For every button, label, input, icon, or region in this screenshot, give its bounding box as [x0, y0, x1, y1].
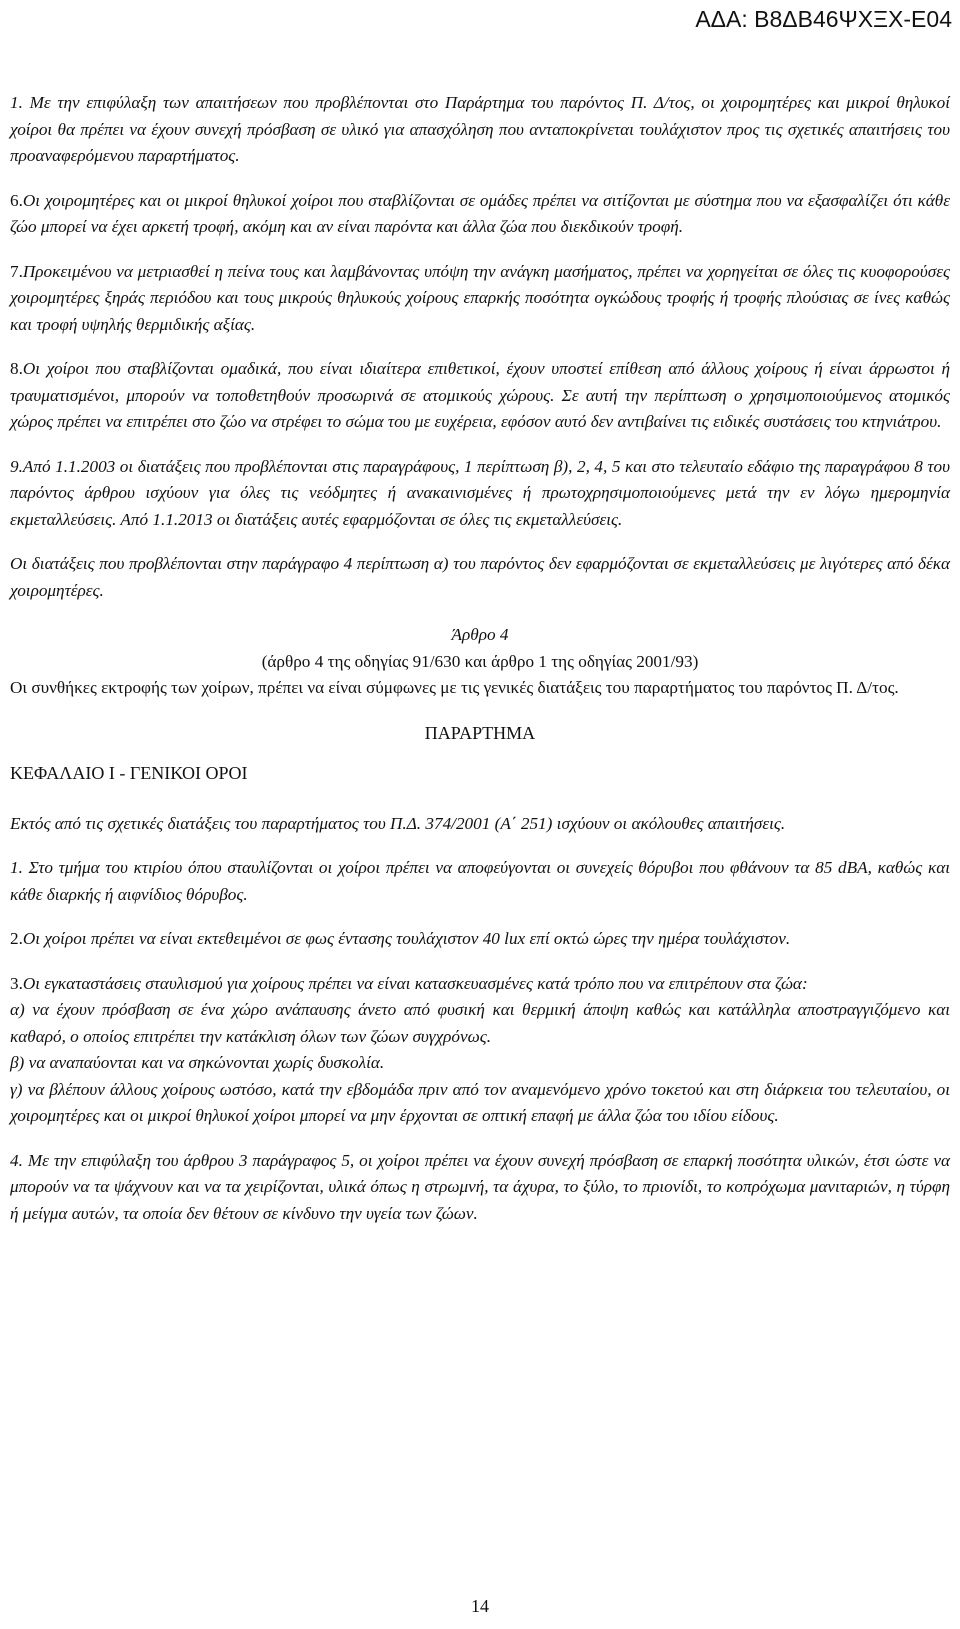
- paragraph-8-number: 8.: [10, 359, 23, 378]
- annex-item-3a: α) να έχουν πρόσβαση σε ένα χώρο ανάπαυσης άνετο από φυσική και θερμική άποψη καθώς και κατάλληλα αποστραγγιζόμενο και καθαρό, ο οποίος επιτρέπει την κατάκλιση όλων των ζώων συγχρόνως.: [10, 1000, 950, 1046]
- document-page: [10, 90, 950, 1245]
- page-number: 14: [471, 1596, 489, 1616]
- article-title: Άρθρο 4: [451, 625, 509, 644]
- paragraph-6-number: 6.: [10, 190, 23, 210]
- annex-item-3-number: 3.: [10, 973, 23, 993]
- annex-title: ΠΑΡΑΡΤΗΜΑ: [424, 722, 536, 743]
- article-subtitle: (άρθρο 4 της οδηγίας 91/630 και άρθρο 1 της οδηγίας 2001/93): [261, 651, 699, 671]
- paragraph-8-text: Οι χοίροι που σταβλίζονται ομαδικά, που είναι ιδιαίτερα επιθετικοί, έχουν υποστεί επίθεση από άλλους χοίρους ή είναι άρρωστοι ή τραυματισμένοι, μπορούν να τοποθετηθούν προσωρινά σε ατομικούς χώρους. Σε αυτή την περίπτωση ο χρησιμοποιούμενος ατομικός χώρος πρέπει να επιτρέπει στο ζώο να στρέφει το σώμα του με ευχέρεια, εφόσον αυτό δεν αντιβαίνει τις ειδικές συστάσεις του κτηνιάτρου.: [10, 359, 950, 431]
- annex-item-3b: β) να αναπαύονται και να σηκώνονται χωρίς δυσκολία.: [10, 1053, 385, 1072]
- annex-item-3c: γ) να βλέπουν άλλους χοίρους ωστόσο, κατά την εβδομάδα πριν από τον αναμενόμενο χρόνο τοκετού και στη διάρκεια του τελευταίου, οι χοιρομητέρες και οι μικροί θηλυκοί χοίροι μπορεί να μην έρχονται σε οπτική επαφή με άλλα ζώα του ιδίου είδους.: [10, 1079, 950, 1125]
- annex-item-2: [10, 926, 950, 953]
- annex-item-2-text: Οι χοίροι πρέπει να είναι εκτεθειμένοι σε φως έντασης τουλάχιστον 40 lux επί οκτώ ώρες την ημέρα τουλάχιστον.: [22, 929, 791, 948]
- annex-item-3-text: Οι εγκαταστάσεις σταυλισμού για χοίρους πρέπει να είναι κατασκευασμένες κατά τρόπο που να επιτρέπουν στα ζώα:: [22, 973, 808, 993]
- annex-item-3: [10, 971, 950, 998]
- paragraph-7-number: 7.: [10, 261, 23, 281]
- annex-item-4: 4. Με την επιφύλαξη του άρθρου 3 παράγραφος 5, οι χοίροι πρέπει να έχουν συνεχή πρόσβαση σε επαρκή ποσότητα υλικών, έτσι ώστε να μπορούν να τα ψάχνουν και να τα χειρίζονται, υλικά όπως η στρωμνή, τα άχυρα, το ξύλο, το πριονίδι, το κοπρόχωμα μανιταριών, η τύρφη ή μείγμα αυτών, τα οποία δεν θέτουν σε κίνδυνο την υγεία των ζώων.: [10, 1150, 950, 1223]
- document-code: ΑΔΑ: Β8ΔΒ46ΨΧΞΧ-Ε04: [695, 6, 952, 32]
- annex-intro: Εκτός από τις σχετικές διατάξεις του παραρτήματος του Π.Δ. 374/2001 (Α΄ 251) ισχύουν οι ακόλουθες απαιτήσεις.: [10, 813, 786, 833]
- paragraph-6: [10, 188, 950, 241]
- paragraph-8: [10, 356, 950, 436]
- annex-item-2-number: 2.: [10, 929, 23, 948]
- paragraph-1: 1. Με την επιφύλαξη των απαιτήσεων που προβλέπονται στο Παράρτημα του παρόντος Π. Δ/τος, οι χοιρομητέρες και μικροί θηλυκοί χοίροι θα πρέπει να έχουν συνεχή πρόσβαση σε υλικό για απασχόληση που ανταποκρίνεται τουλάχιστον προς τις σχετικές απαιτήσεις του προαναφερόμενου παραρτήματος.: [10, 93, 950, 165]
- paragraph-6-text: Οι χοιρομητέρες και οι μικροί θηλυκοί χοίροι που σταβλίζονται σε ομάδες πρέπει να σιτίζονται με σύστημα που να εξασφαλίζει ότι κάθε ζώο μπορεί να έχει αρκετή τροφή, ακόμη και αν είναι παρόντα και άλλα ζώα που διεκδικούν τροφή.: [10, 190, 950, 236]
- article-text: Οι συνθήκες εκτροφής των χοίρων, πρέπει να είναι σύμφωνες με τις γενικές διατάξεις του παραρτήματος του παρόντος Π. Δ/τος.: [10, 678, 899, 697]
- chapter-title: ΚΕΦΑΛΑΙΟ Ι - ΓΕΝΙΚΟΙ ΟΡΟΙ: [10, 763, 248, 783]
- annex-item-1: 1. Στο τμήμα του κτιρίου όπου σταυλίζονται οι χοίροι πρέπει να αποφεύγονται οι συνεχείς θόρυβοι που φθάνουν τα 85 dBA, καθώς και κάθε διαρκής ή αιφνίδιος θόρυβος.: [10, 858, 950, 904]
- paragraph-9: 9.Από 1.1.2003 οι διατάξεις που προβλέπονται στις παραγράφους, 1 περίπτωση β), 2, 4, 5 και στο τελευταίο εδάφιο της παραγράφου 8 του παρόντος άρθρου ισχύουν για όλες τις νεόδμητες ή ανακαινισμένες ή πρωτοχρησιμοποιούμενες μετά την εν λόγω ημερομηνία εκμεταλλεύσεις. Από 1.1.2013 οι διατάξεις αυτές εφαρμόζονται σε όλες τις εκμεταλλεύσεις.: [10, 456, 950, 529]
- paragraph-7-text: Προκειμένου να μετριασθεί η πείνα τους και λαμβάνοντας υπόψη την ανάγκη μασήματος, πρέπει να χορηγείται σε όλες τις κυοφορούσες χοιρομητέρες ξηράς περιόδου και τους μικρούς θηλυκούς χοίρους επαρκής ποσότητα ογκώδους τροφής ή τροφής πλούσιας σε ίνες καθώς και τροφή υψηλής θερμιδικής αξίας.: [10, 261, 950, 334]
- paragraph-10: Οι διατάξεις που προβλέπονται στην παράγραφο 4 περίπτωση α) του παρόντος δεν εφαρμόζονται σε εκμεταλλεύσεις με λιγότερες από δέκα χοιρομητέρες.: [10, 554, 950, 600]
- paragraph-7: [10, 259, 950, 339]
